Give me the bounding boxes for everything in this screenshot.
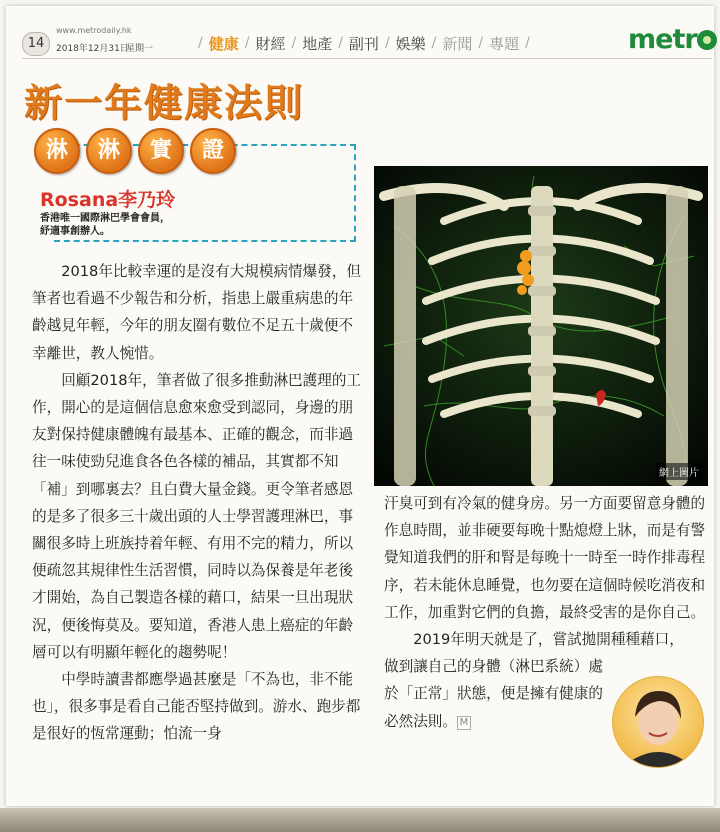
end-mark-icon: M xyxy=(457,716,471,730)
nav-separator: / xyxy=(338,35,343,51)
column-badge: 淋 xyxy=(34,128,80,174)
nav-item-health[interactable]: 健康 xyxy=(208,34,239,53)
article-title: 新一年健康法則 xyxy=(24,81,305,125)
nav-item-news[interactable]: 新聞 xyxy=(442,34,473,53)
column-name-badges xyxy=(34,128,236,174)
nav-item-feature[interactable]: 專題 xyxy=(489,34,520,53)
paragraph-narrow xyxy=(384,653,612,735)
issue-date: 2018年12月31日 xyxy=(56,44,129,54)
logo-o-icon xyxy=(697,30,717,50)
nav-separator: / xyxy=(431,35,437,51)
paragraph: 汗臭可到有冷氣的健身房。另一方面要留意身體的作息時間，並非硬要每晚十點熄燈上牀，而是有警覺知道我們的肝和腎是每晚十一時至一時作排毒程序，若未能休息睡覺，也勿要在這個時候吃消夜和工作，加重對它們的負擔，最終受害的是你自己。 xyxy=(384,495,706,621)
skeleton-lymph-photo xyxy=(374,166,708,486)
paragraph: 回顧2018年，筆者做了很多推動淋巴護理的工作，開心的是這個信息愈來愈受到認同，身邊的朋友對保持健康體魄有最基本、正確的觀念，而非過往一味使勁兒進食各色各樣的補品，其實都不知「補」到哪裏去？且白費大量金錢。更令筆者感恩的是多了很多三十歲出頭的人士學習護理淋巴，事關很多時上班族持着年輕、有用不完的精力，所以便疏忽其規律性生活習慣，同時以為保養是年老後才開始，為自己製造各樣的藉口，結果一旦出現狀況，便後悔莫及。要知道，香港人患上癌症的年齡層可以有明顯年輕化的趨勢呢！ xyxy=(32,371,362,661)
column-badge: 淋 xyxy=(86,128,132,174)
section-nav xyxy=(192,32,536,54)
author-portrait xyxy=(612,676,704,768)
nav-separator: / xyxy=(244,35,250,51)
bottom-edge xyxy=(0,808,720,832)
closing-text: 做到讓自己的身體（淋巴系統）處於「正常」狀態，便是擁有健康的必然法則。 xyxy=(384,658,603,730)
column-badge: 實 xyxy=(138,128,184,174)
column-badge: 證 xyxy=(190,128,236,174)
nav-item-supplement[interactable]: 副刊 xyxy=(348,34,379,53)
issue-weekday: 星期一 xyxy=(126,44,154,54)
site-url: www.metrodaily.hk xyxy=(56,26,132,35)
portrait-illustration xyxy=(613,677,703,767)
author-bio-line: 香港唯一國際淋巴學會會員， xyxy=(40,213,170,224)
nav-item-property[interactable]: 地產 xyxy=(302,34,333,53)
logo-text: metr xyxy=(628,24,697,55)
article-body-left xyxy=(32,258,362,748)
nav-separator: / xyxy=(525,35,530,51)
nav-separator: / xyxy=(384,35,390,51)
nav-item-entertainment[interactable]: 娛樂 xyxy=(395,34,426,53)
nav-separator: / xyxy=(198,35,203,51)
metro-logo xyxy=(628,24,717,55)
nav-separator: / xyxy=(291,35,297,51)
author-name: Rosana李乃玲 xyxy=(40,189,176,211)
paragraph: 2019年明天就是了，嘗試拋開種種藉口， xyxy=(413,631,684,649)
photo-caption: 網上圖片 xyxy=(656,463,702,480)
nav-item-finance[interactable]: 財經 xyxy=(255,34,286,53)
nav-separator: / xyxy=(478,35,484,51)
paragraph: 中學時讀書都應學過甚麼是「不為也，非不能也」，很多事是看自己能否堅持做到。游水、跑步都是很好的恆常運動；怕流一身 xyxy=(32,671,361,743)
skeleton-illustration xyxy=(374,166,708,486)
author-bio-line: 紓適事創辦人。 xyxy=(40,226,110,237)
page-number: 14 xyxy=(22,32,50,56)
paragraph: 2018年比較幸運的是沒有大規模病情爆發，但筆者也看過不少報告和分析，指患上嚴重病患的年齡越見年輕，今年的朋友圈有數位不足五十歲便不幸離世，教人惋惜。 xyxy=(32,263,362,362)
header-rule xyxy=(22,58,712,59)
author-bio xyxy=(40,212,170,238)
